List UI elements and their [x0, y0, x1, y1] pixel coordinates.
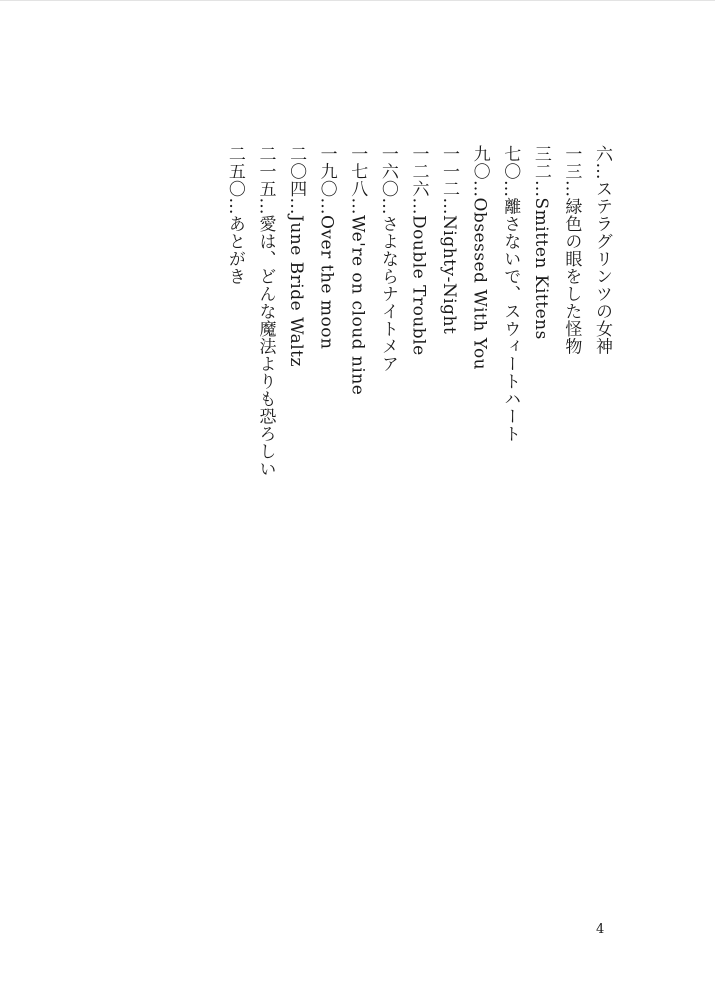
- toc-entry: 一二六…Double Trouble: [408, 145, 429, 356]
- toc-entry: 七〇…離さないで、スウィートハート: [500, 145, 521, 443]
- toc-entry: 一七八…We're on cloud nine: [347, 145, 368, 396]
- table-of-contents: [219, 145, 617, 545]
- toc-entry: 二〇四…June Bride Waltz: [286, 145, 307, 367]
- toc-entry: 三二…Smitten Kittens: [530, 145, 551, 340]
- toc-entry: 一一二…Nighty-Night: [439, 145, 460, 335]
- page-top-edge: [0, 0, 715, 1]
- page-number: 4: [596, 922, 605, 937]
- toc-entry: 二五〇…あとがき: [224, 145, 245, 285]
- toc-entry: 二一五…愛は、どんな魔法よりも恐ろしい: [255, 145, 276, 478]
- toc-entry: 六…ステラグリンツの女神: [592, 145, 612, 355]
- toc-entry: 一六〇…さよならナイトメア: [377, 145, 398, 373]
- toc-entry: 一三…緑色の眼をした怪物: [561, 145, 582, 355]
- toc-entry: 一九〇…Over the moon: [316, 145, 337, 350]
- toc-entry: 九〇…Obsessed With You: [469, 145, 490, 371]
